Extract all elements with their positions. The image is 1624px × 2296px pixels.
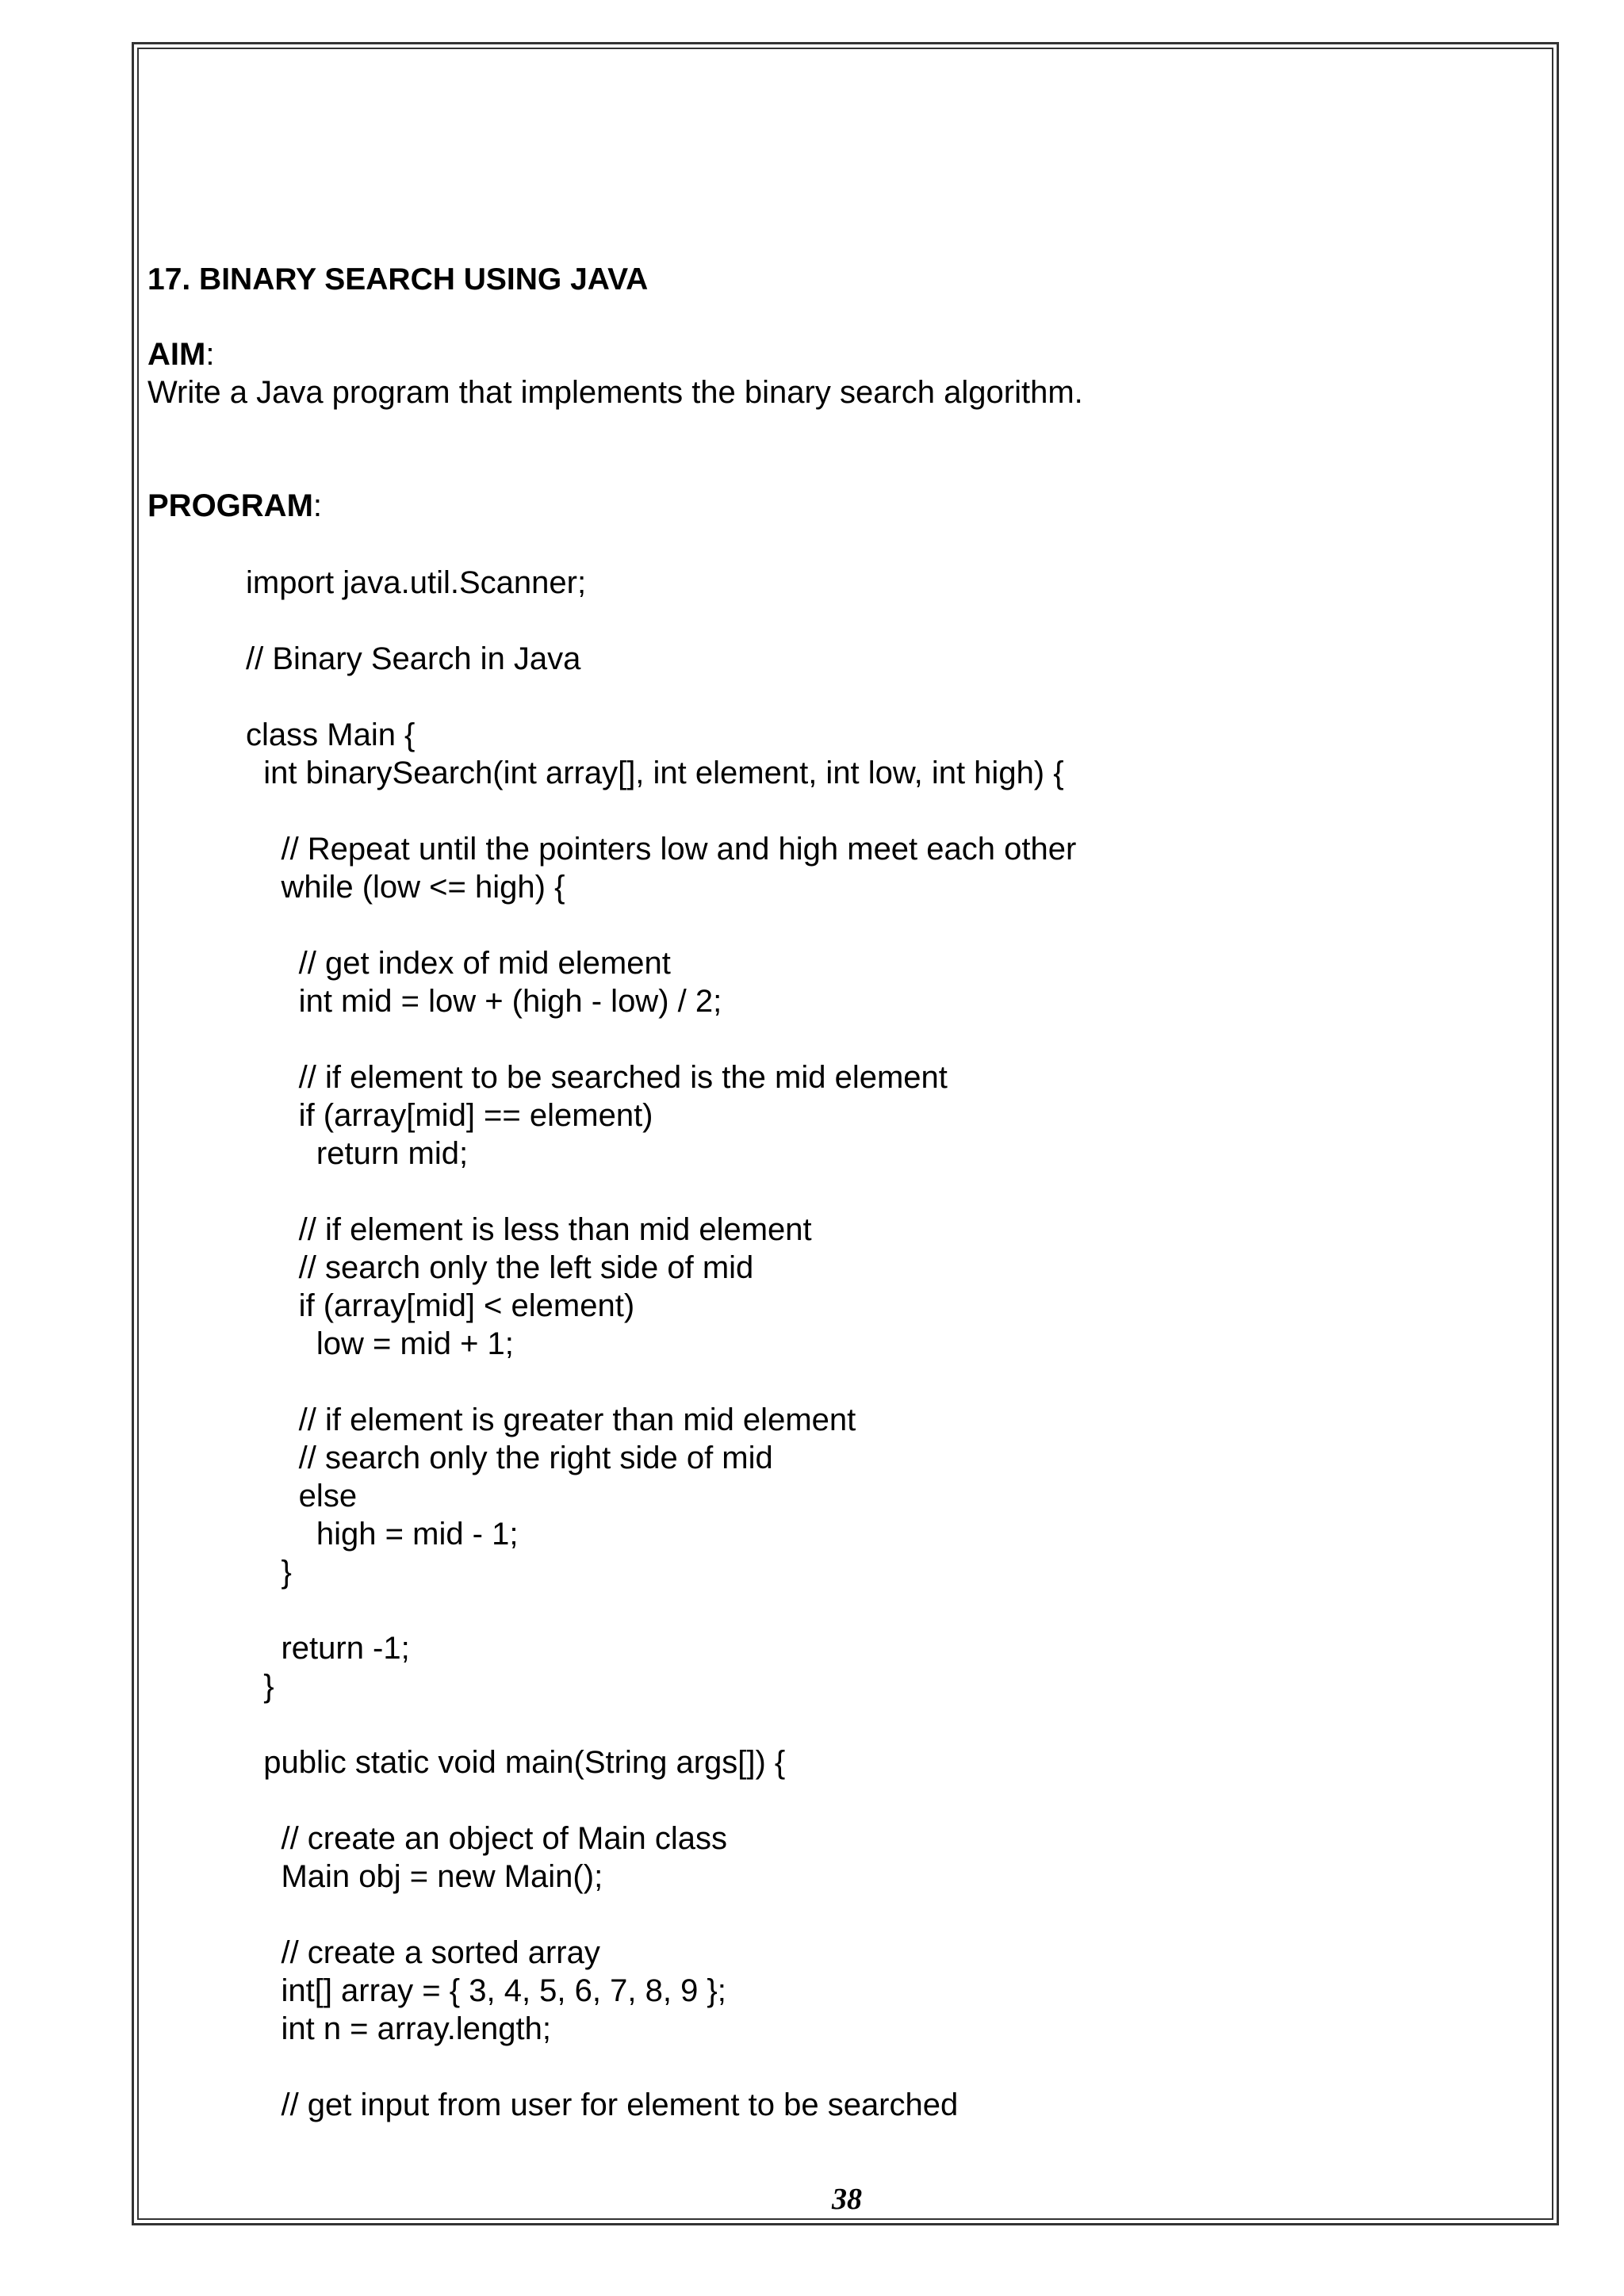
code-line: // get input from user for element to be searched — [246, 2087, 959, 2122]
code-line: int[] array = { 3, 4, 5, 6, 7, 8, 9 }; — [246, 1973, 726, 2008]
code-block — [246, 564, 1076, 2124]
code-line: while (low <= high) { — [246, 870, 565, 905]
code-line: // Binary Search in Java — [246, 641, 581, 676]
code-line — [246, 906, 1076, 944]
code-line: // create a sorted array — [246, 1935, 600, 1970]
aim-heading — [147, 335, 214, 373]
code-line — [246, 2048, 1076, 2086]
aim-text: Write a Java program that implements the binary search algorithm. — [147, 375, 1083, 410]
code-line — [246, 1705, 1076, 1743]
code-line — [246, 1896, 1076, 1934]
code-line — [246, 1363, 1076, 1401]
code-line — [246, 678, 1076, 716]
code-line: return -1; — [246, 1631, 410, 1666]
code-line: // get index of mid element — [246, 946, 671, 981]
code-line: } — [246, 1555, 292, 1590]
code-line: } — [246, 1669, 274, 1704]
code-line: // if element to be searched is the mid element — [246, 1060, 948, 1095]
code-line: if (array[mid] == element) — [246, 1098, 653, 1133]
code-line: int n = array.length; — [246, 2011, 552, 2046]
code-line: // if element is less than mid element — [246, 1212, 812, 1247]
code-line: if (array[mid] < element) — [246, 1288, 635, 1323]
aim-colon: : — [205, 337, 215, 372]
code-line — [246, 602, 1076, 640]
code-line: // search only the right side of mid — [246, 1441, 773, 1475]
code-line: // if element is greater than mid element — [246, 1402, 856, 1437]
code-line: import java.util.Scanner; — [246, 565, 587, 600]
aim-label: AIM — [147, 337, 206, 372]
code-line: // create an object of Main class — [246, 1821, 727, 1856]
program-label: PROGRAM — [147, 488, 313, 523]
section-title: 17. BINARY SEARCH USING JAVA — [147, 262, 649, 297]
code-line: public static void main(String args[]) { — [246, 1745, 786, 1780]
code-line: // search only the left side of mid — [246, 1250, 754, 1285]
code-line: int mid = low + (high - low) / 2; — [246, 984, 722, 1019]
code-line: low = mid + 1; — [246, 1326, 514, 1361]
code-line: class Main { — [246, 718, 416, 752]
code-line: else — [246, 1479, 358, 1513]
code-line — [246, 1591, 1076, 1629]
program-colon: : — [312, 488, 323, 523]
code-line: int binarySearch(int array[], int element, int low, int high) { — [246, 756, 1064, 790]
code-line — [246, 1173, 1076, 1211]
page-number: 38 — [832, 2183, 862, 2216]
program-heading — [147, 487, 322, 525]
code-line — [246, 1020, 1076, 1058]
code-line: // Repeat until the pointers low and high meet each other — [246, 832, 1077, 867]
code-line — [246, 792, 1076, 830]
code-line: return mid; — [246, 1136, 469, 1171]
code-line — [246, 1781, 1076, 1820]
code-line: high = mid - 1; — [246, 1517, 519, 1552]
code-line: Main obj = new Main(); — [246, 1859, 603, 1894]
